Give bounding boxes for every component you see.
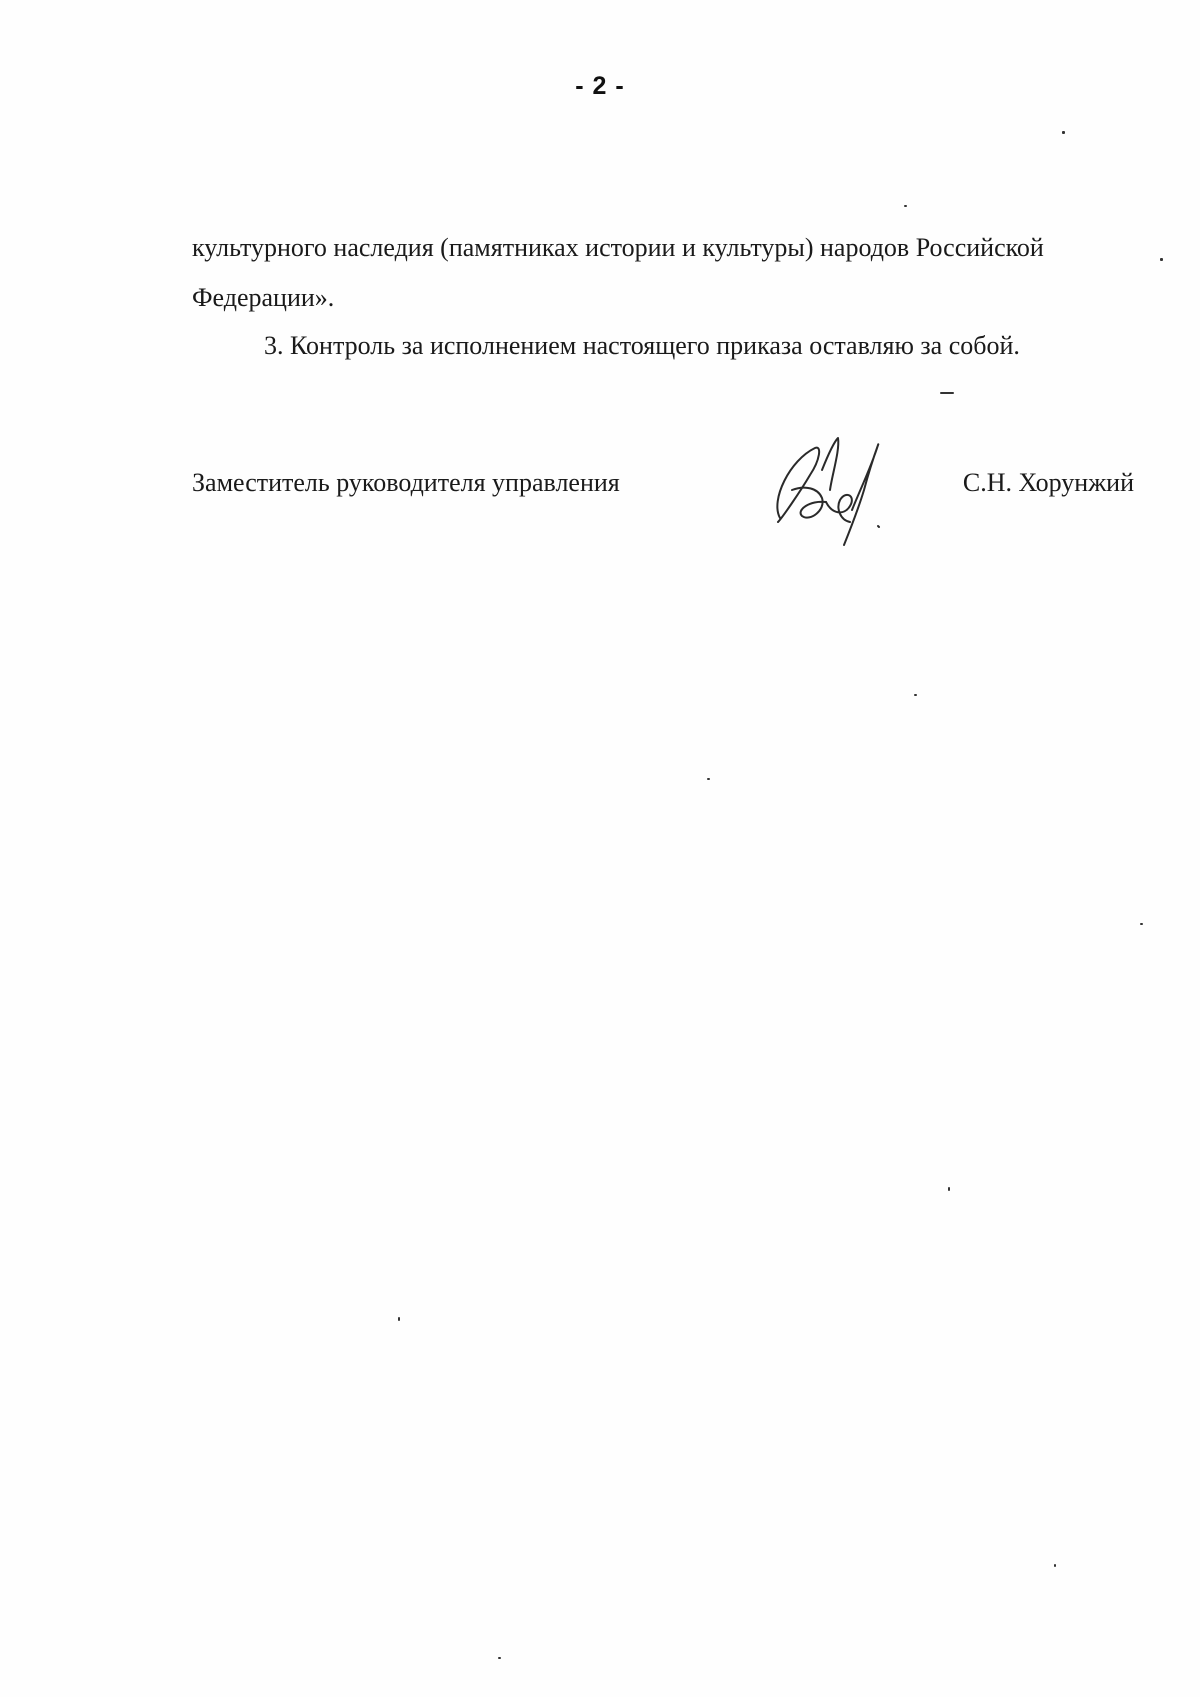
paragraph-item-3: [192, 321, 1152, 371]
paragraph-continuation: [192, 223, 1152, 323]
scan-speck: [948, 1187, 950, 1191]
scan-speck: [1140, 923, 1143, 925]
scan-speck: [1054, 1564, 1056, 1567]
signature-block: [192, 468, 1152, 518]
scan-speck: [914, 694, 917, 696]
scan-speck: [707, 778, 710, 780]
paragraph-line: культурного наследия (памятниках истории и культуры) народов Российской: [192, 233, 1044, 262]
scan-speck: [1160, 258, 1163, 261]
paragraph-line: Федерации».: [192, 283, 335, 312]
signer-position-title: Заместитель руководителя управления: [192, 468, 620, 497]
page-number: - 2 -: [575, 72, 625, 100]
handwritten-signature-icon: [760, 430, 910, 550]
paragraph-line: 3. Контроль за исполнением настоящего приказа оставляю за собой.: [264, 331, 1020, 360]
scan-speck: [1062, 131, 1065, 134]
scan-speck: [498, 1657, 501, 1659]
scan-speck: [940, 392, 954, 394]
scan-speck: [904, 205, 907, 207]
signer-name: С.Н. Хорунжий: [962, 468, 1134, 497]
scan-speck: [398, 1317, 400, 1321]
